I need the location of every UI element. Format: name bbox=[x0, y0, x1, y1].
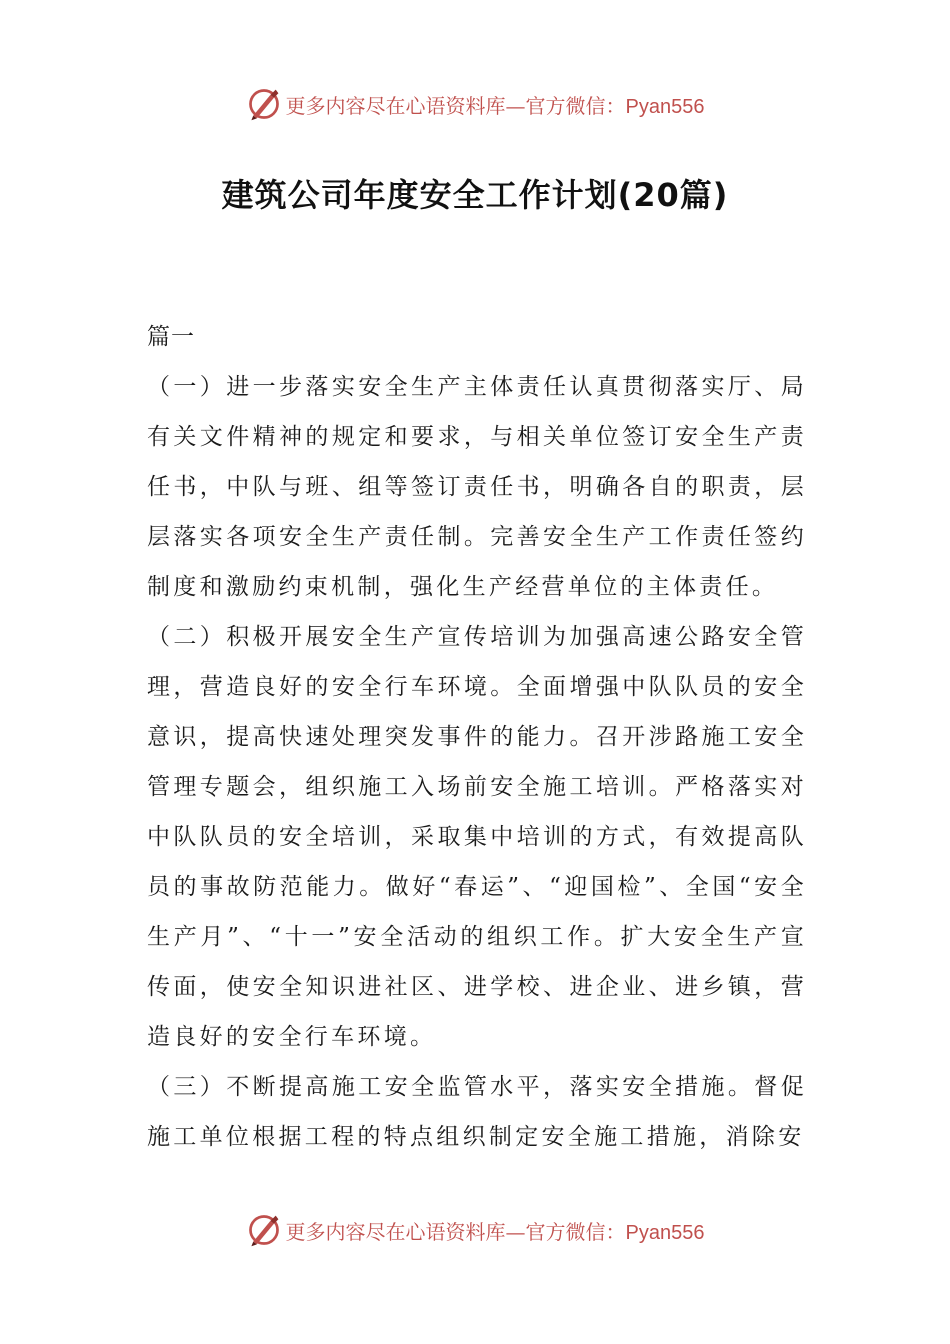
pen-logo-icon bbox=[246, 86, 282, 122]
pen-logo-icon bbox=[246, 1212, 282, 1248]
wechat-id: Pyan556 bbox=[625, 95, 705, 118]
banner-text: 更多内容尽在心语资料库—官方微信：Pyan556 bbox=[285, 1219, 705, 1244]
banner-text: 更多内容尽在心语资料库—官方微信：Pyan556 bbox=[285, 93, 705, 118]
document-body bbox=[147, 312, 807, 1162]
paragraph-1: （一）进一步落实安全生产主体责任认真贯彻落实厅、局有关文件精神的规定和要求，与相关单位签订安全生产责任书，中队与班、组等签订责任书，明确各自的职责，层层落实各项安全生产责任制。完善安全生产工作责任签约制度和激励约束机制，强化生产经营单位的主体责任。 bbox=[147, 374, 807, 600]
document-title: 建筑公司年度安全工作计划(20篇) bbox=[221, 176, 729, 214]
footer-banner bbox=[0, 1208, 950, 1252]
section-label: 篇一 bbox=[147, 324, 195, 350]
paragraph-3: （三）不断提高施工安全监管水平，落实安全措施。督促施工单位根据工程的特点组织制定安全施工措施，消除安 bbox=[147, 1074, 807, 1150]
wechat-id: Pyan556 bbox=[625, 1221, 705, 1244]
paragraph-2: （二）积极开展安全生产宣传培训为加强高速公路安全管理，营造良好的安全行车环境。全面增强中队队员的安全意识，提高快速处理突发事件的能力。召开涉路施工安全管理专题会，组织施工入场前安全施工培训。严格落实对中队队员的安全培训，采取集中培训的方式，有效提高队员的事故防范能力。做好“春运”、“迎国检”、全国“安全生产月”、“十一”安全活动的组织工作。扩大安全生产宣传面，使安全知识进社区、进学校、进企业、进乡镇，营造良好的安全行车环境。 bbox=[147, 624, 807, 1050]
header-banner bbox=[0, 82, 950, 126]
